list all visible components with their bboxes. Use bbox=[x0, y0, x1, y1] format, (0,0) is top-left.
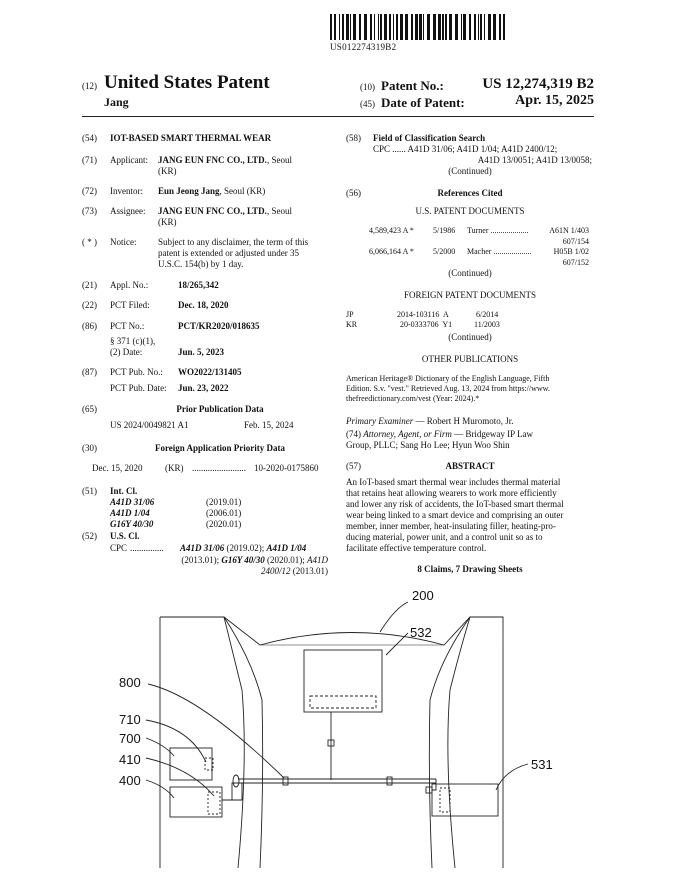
foreign-ref-country: JP bbox=[346, 310, 354, 319]
search-code: (58) bbox=[346, 133, 361, 143]
other-pubs-text: American Heritage® Dictionary of the English Language, Fifth Edition. S.v. "vest." Retrieved Aug. 13, 2024 from https://www. thefreedictionary.com/vest (Year: 2024).* bbox=[346, 374, 550, 403]
intcl-version: (2006.01) bbox=[206, 508, 242, 518]
foreign-ref-number: 2014-103116 A bbox=[397, 310, 449, 319]
cpc-label: CPC bbox=[110, 543, 128, 553]
prior-code: (65) bbox=[82, 404, 97, 414]
header-rule bbox=[82, 116, 594, 117]
heating-pad-532-inner bbox=[310, 696, 376, 708]
ref-label-400: 400 bbox=[119, 773, 141, 788]
pct-no-code: (86) bbox=[82, 321, 97, 331]
applicant-code: (71) bbox=[82, 155, 97, 165]
connector bbox=[426, 787, 432, 793]
module-link bbox=[222, 783, 242, 800]
foreign-date: Dec. 15, 2020 bbox=[92, 463, 143, 473]
s371-label: § 371 (c)(1), bbox=[110, 336, 156, 346]
foreign-leader: ........................ bbox=[192, 463, 246, 473]
intcl-version: (2020.01) bbox=[206, 519, 242, 529]
ref-label-531: 531 bbox=[531, 757, 553, 772]
us-ref-row: 6,066,164 A * bbox=[369, 247, 414, 256]
us-ref-date: 5/2000 bbox=[433, 247, 456, 256]
s371-date-label: (2) Date: bbox=[110, 347, 143, 357]
appl-code: (21) bbox=[82, 280, 97, 290]
us-ref-name: Turner ................... bbox=[467, 226, 529, 235]
collar-right bbox=[448, 617, 470, 868]
pct-number: PCT/KR2020/018635 bbox=[178, 321, 260, 331]
pub-no-label: PCT Pub. No.: bbox=[110, 367, 163, 377]
inventor-value: Eun Jeong Jang, Seoul (KR) bbox=[158, 186, 266, 196]
notice-code: ( * ) bbox=[82, 237, 97, 247]
assignee-code: (73) bbox=[82, 206, 97, 216]
search-line-2: A41D 13/0051; A41D 13/0058; bbox=[477, 155, 592, 165]
attorney: (74) Attorney, Agent, or Firm — Bridgeway IP Law Group, PLLC; Sang Ho Lee; Hyun Woo Shin bbox=[346, 429, 533, 450]
intcl-class: G16Y 40/30 bbox=[110, 519, 154, 529]
ref-label-800: 800 bbox=[119, 675, 141, 690]
module-531-inner bbox=[440, 788, 450, 812]
foreign-heading: Foreign Application Priority Data bbox=[154, 443, 286, 453]
module-400-inner bbox=[208, 792, 220, 814]
us-ref-class: 607/154 bbox=[562, 237, 589, 246]
patent-no-label: Patent No.: bbox=[381, 78, 444, 93]
claims-count: 8 Claims, 7 Drawing Sheets bbox=[417, 564, 523, 574]
pub-date-label: PCT Pub. Date: bbox=[110, 383, 167, 393]
date-code: (45) bbox=[360, 99, 375, 109]
patent-no-code: (10) bbox=[360, 82, 375, 92]
title-code: (54) bbox=[82, 133, 97, 143]
inventor-label: Inventor: bbox=[110, 186, 143, 196]
leader-200 bbox=[380, 602, 408, 632]
collar-left bbox=[224, 617, 244, 868]
wire-800 bbox=[238, 779, 436, 783]
assignee-label: Assignee: bbox=[110, 206, 146, 216]
cpc-line-1: A41D 31/06 (2019.02); A41D 1/04 bbox=[180, 543, 307, 553]
ref-label-200: 200 bbox=[412, 588, 434, 603]
applicant-label: Applicant: bbox=[110, 155, 148, 165]
foreign-code: (30) bbox=[82, 443, 97, 453]
us-ref-row: 4,589,423 A * bbox=[369, 226, 414, 235]
leader-800 bbox=[148, 684, 284, 778]
leader-531 bbox=[496, 764, 528, 790]
barcode bbox=[328, 14, 508, 42]
prior-heading: Prior Publication Data bbox=[176, 404, 264, 414]
us-ref-class: H05B 1/02 bbox=[553, 247, 589, 256]
connector bbox=[387, 777, 392, 785]
foreign-ref-date: 11/2003 bbox=[474, 320, 500, 329]
notice-label: Notice: bbox=[110, 237, 137, 247]
applicant-value: JANG EUN FNC CO., LTD., Seoul (KR) bbox=[158, 155, 292, 176]
cpc-line-2: (2013.01); G16Y 40/30 (2020.01); A41D bbox=[181, 555, 328, 565]
inventor-code: (72) bbox=[82, 186, 97, 196]
inventor-surname: Jang bbox=[104, 95, 129, 109]
us-refs-continued: (Continued) bbox=[448, 268, 492, 278]
us-docs-heading: U.S. PATENT DOCUMENTS bbox=[415, 206, 525, 216]
foreign-ref-number: 20-0333706 Y1 bbox=[400, 320, 453, 329]
module-700 bbox=[170, 748, 212, 780]
search-continued: (Continued) bbox=[448, 166, 492, 176]
date-label: Date of Patent: bbox=[381, 95, 465, 110]
us-ref-date: 5/1986 bbox=[433, 226, 456, 235]
ref-label-410: 410 bbox=[119, 752, 141, 767]
connector-plug bbox=[233, 775, 239, 787]
pct-filed-date: Dec. 18, 2020 bbox=[178, 300, 229, 310]
collar-right-inner bbox=[429, 617, 470, 868]
module-400 bbox=[170, 787, 222, 817]
refs-heading: References Cited bbox=[437, 188, 503, 198]
uscl-heading: U.S. Cl. bbox=[110, 531, 140, 541]
appl-number: 18/265,342 bbox=[178, 280, 219, 290]
primary-examiner: Primary Examiner — Robert H Muromoto, Jr. bbox=[346, 416, 514, 426]
foreign-ref-date: 6/2014 bbox=[476, 310, 499, 319]
us-ref-class: 607/152 bbox=[562, 258, 589, 267]
foreign-country: (KR) bbox=[165, 463, 184, 473]
other-pubs-heading: OTHER PUBLICATIONS bbox=[421, 354, 519, 364]
kind-code: (12) bbox=[82, 81, 97, 91]
intcl-version: (2019.01) bbox=[206, 497, 242, 507]
pub-no-code: (87) bbox=[82, 367, 97, 377]
cpc-line-3: 2400/12 (2013.01) bbox=[260, 566, 328, 576]
patent-number: US 12,274,319 B2 bbox=[482, 76, 594, 92]
abstract-text: An IoT-based smart thermal wear includes thermal material that retains heat allowing wearers to work more efficiently and lower any risk of accidents, the IoT-based smart thermal wear being linked to a smart device and comprising an outer member, inner member, heat-insulating filler, heating-pro- ducing material, power unit, and a control unit so as to facilitate effective temperature control. bbox=[346, 477, 564, 553]
foreign-number: 10-2020-0175860 bbox=[254, 463, 319, 473]
pub-number: WO2022/131405 bbox=[178, 367, 242, 377]
pct-filed-label: PCT Filed: bbox=[110, 300, 150, 310]
collar-left-inner bbox=[224, 617, 263, 868]
us-ref-class: A61N 1/403 bbox=[549, 226, 589, 235]
abstract-heading: ABSTRACT bbox=[445, 461, 495, 471]
ref-label-700: 700 bbox=[119, 731, 141, 746]
pct-filed-code: (22) bbox=[82, 300, 97, 310]
intcl-code: (51) bbox=[82, 486, 97, 496]
foreign-docs-heading: FOREIGN PATENT DOCUMENTS bbox=[403, 290, 537, 300]
refs-code: (56) bbox=[346, 188, 361, 198]
leader-710 bbox=[146, 720, 206, 762]
assignee-value: JANG EUN FNC CO., LTD., Seoul (KR) bbox=[158, 206, 292, 227]
prior-date: Feb. 15, 2024 bbox=[244, 420, 294, 430]
cpc-leader: ............... bbox=[130, 543, 164, 553]
us-ref-name: Macher ................... bbox=[467, 247, 532, 256]
barcode-number: US012274319B2 bbox=[330, 42, 397, 52]
pct-no-label: PCT No.: bbox=[110, 321, 145, 331]
search-heading: Field of Classification Search bbox=[373, 133, 486, 143]
patent-date: Apr. 15, 2025 bbox=[515, 93, 594, 108]
appl-label: Appl. No.: bbox=[110, 280, 149, 290]
module-531 bbox=[432, 784, 498, 816]
patent-title: United States Patent bbox=[104, 72, 270, 93]
uscl-code: (52) bbox=[82, 531, 97, 541]
leader-532 bbox=[386, 633, 408, 655]
patent-figure bbox=[0, 580, 678, 885]
leader-410 bbox=[146, 758, 214, 796]
invention-title: IOT-BASED SMART THERMAL WEAR bbox=[110, 133, 272, 143]
pub-date: Jun. 23, 2022 bbox=[178, 383, 229, 393]
s371-date: Jun. 5, 2023 bbox=[178, 347, 225, 357]
intcl-class: A41D 1/04 bbox=[110, 508, 150, 518]
foreign-refs-continued: (Continued) bbox=[448, 332, 492, 342]
wire-right bbox=[432, 779, 436, 790]
ref-label-532: 532 bbox=[410, 625, 432, 640]
notice-text: Subject to any disclaimer, the term of this patent is extended or adjusted under 35 U.S.C. 154(b) by 1 day. bbox=[158, 237, 309, 269]
abstract-code: (57) bbox=[346, 461, 361, 471]
prior-number: US 2024/0049821 A1 bbox=[110, 420, 189, 430]
intcl-class: A41D 31/06 bbox=[110, 497, 155, 507]
ref-label-710: 710 bbox=[119, 712, 141, 727]
heating-pad-532 bbox=[304, 650, 382, 712]
foreign-ref-country: KR bbox=[346, 320, 358, 329]
intcl-heading: Int. Cl. bbox=[110, 486, 138, 496]
search-line-1: CPC ...... A41D 31/06; A41D 1/04; A41D 2400/12; bbox=[373, 144, 558, 154]
